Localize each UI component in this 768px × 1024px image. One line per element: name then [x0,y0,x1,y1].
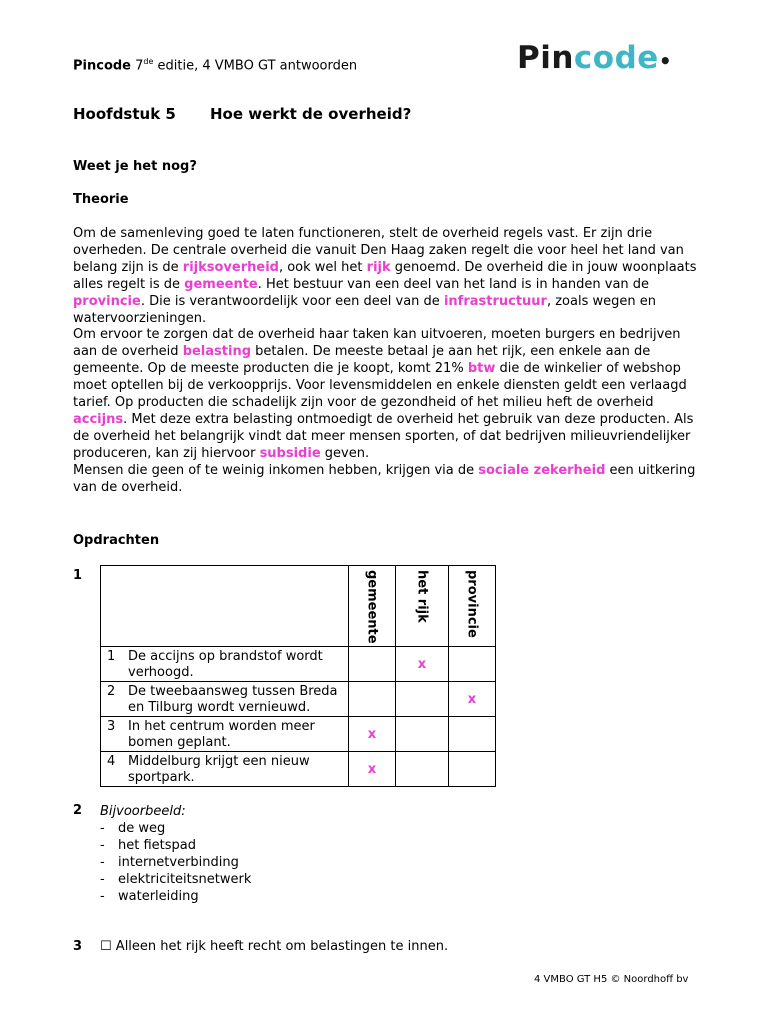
question-1-table [100,565,496,787]
key-term: rijk [366,259,391,275]
list-item [100,820,251,837]
theory-text: , ook wel het [278,259,367,275]
list-dash: - [100,889,105,904]
row-statement: In het centrum worden meer bomen geplant. [128,719,315,750]
answer-cell[interactable] [449,752,496,787]
list-item-text: de weg [118,821,166,836]
key-term: provincie [73,293,141,309]
key-term: subsidie [259,445,321,461]
question-1-number: 1 [73,568,83,583]
column-header-het-rijk: het rijk [396,566,449,647]
section-assignments: Opdrachten [73,533,160,548]
answer-mark: x [417,656,427,672]
key-term: accijns [73,411,124,427]
answer-cell[interactable] [396,752,449,787]
theory-text: genoemd. De overheid die in jouw woonplaats alles regelt is de [73,259,697,292]
answer-cell[interactable] [349,682,396,717]
edition-number: 7 [135,58,144,74]
header-rest: editie, 4 VMBO GT antwoorden [153,58,358,74]
row-number: 4 [107,754,116,769]
section-recall: Weet je het nog? [73,159,197,174]
answer-cell[interactable] [349,647,396,682]
logo-dot: • [658,49,673,73]
brand-name: Pincode [73,58,131,74]
page-header [73,57,357,73]
table-header-empty [101,566,349,647]
logo-pin: Pin [517,40,574,76]
theory-text: die de winkelier of webshop moet optellen bij de verkoopprijs. Voor levensmiddelen en enkele diensten geldt een verlaagd tarief. Op producten die schadelijk zijn voor de gezondheid of het milieu heft de overheid [73,361,687,411]
question-2-answer [100,803,251,905]
key-term: sociale zekerheid [478,462,606,478]
chapter-label: Hoofdstuk 5 [73,105,176,123]
key-term: btw [467,361,496,377]
list-item [100,871,251,888]
question-3-number: 3 [73,939,83,954]
theory-text: Om de samenleving goed te laten functioneren, stelt de overheid regels vast. Er zijn drie overheden. De centrale overheid die vanuit Den Haag zaken regelt die voor heel het land van belang zijn is de [73,226,684,275]
theory-text: . Het bestuur van een deel van het land is in handen van de [257,276,650,292]
answer-cell[interactable] [396,647,449,682]
answer-cell[interactable] [449,647,496,682]
column-header-provincie: provincie [449,566,496,647]
answer-cell[interactable] [349,752,396,787]
table-row [101,647,496,682]
question-2-number: 2 [73,803,83,818]
edition-suffix: de [143,57,154,66]
row-number: 2 [107,684,116,699]
theory-text: . Met deze extra belasting ontmoedigt de overheid het gebruik van deze producten. Als de overheid het belangrijk vindt dat meer mensen sporten, of dat bedrijven milieuvriendelijker produceren, kan zij hiervoor [73,411,694,461]
list-item-text: waterleiding [118,889,199,904]
theory-text: betalen. De meeste betaal je aan het rijk, een enkele aan de gemeente. Op de meeste producten die je koopt, komt 21% [73,344,651,377]
list-dash: - [100,855,105,870]
key-term: belasting [182,344,252,360]
statement-cell [101,682,349,717]
list-dash: - [100,821,105,836]
list-dash: - [100,838,105,853]
chapter-heading [73,105,411,123]
answer-cell[interactable] [449,682,496,717]
table-header-row [101,566,496,647]
table-row [101,682,496,717]
page-footer: 4 VMBO GT H5 © Noordhoff bv [534,974,689,985]
answer-cell[interactable] [396,682,449,717]
answer-cell[interactable] [396,717,449,752]
statement-cell [101,647,349,682]
row-number: 1 [107,649,116,664]
theory-text: geven. [320,445,370,461]
answer-mark: x [467,691,477,707]
theory-text: Om ervoor te zorgen dat de overheid haar taken kan uitvoeren, moeten burgers en bedrijven aan de overheid [73,327,681,360]
answer-mark: x [367,761,377,777]
logo-code: code [573,40,659,76]
list-item-text: internetverbinding [118,855,239,870]
row-statement: De accijns op brandstof wordt verhoogd. [128,649,323,680]
statement-cell [101,717,349,752]
statement-text: Alleen het rijk heeft recht om belastingen te innen. [115,939,449,954]
chapter-title: Hoe werkt de overheid? [210,105,412,123]
key-term: rijksoverheid [182,259,279,275]
list-item [100,888,251,905]
answer-cell[interactable] [349,717,396,752]
table-row [101,752,496,787]
row-statement: Middelburg krijgt een nieuw sportpark. [128,754,310,785]
row-number: 3 [107,719,116,734]
checkbox-icon[interactable]: ☐ [100,939,112,954]
list-item [100,854,251,871]
table-row [101,717,496,752]
theory-paragraph [73,226,703,497]
theory-text: een uitkering van de overheid. [73,462,696,495]
answer-cell[interactable] [449,717,496,752]
statement-cell [101,752,349,787]
list-item-text: elektriciteitsnetwerk [118,872,252,887]
key-term: gemeente [184,276,258,292]
row-statement: De tweebaansweg tussen Breda en Tilburg wordt vernieuwd. [128,684,338,715]
example-intro: Bijvoorbeeld: [100,804,186,819]
list-item-text: het fietspad [118,838,196,853]
key-term: infrastructuur [443,293,547,309]
theory-text: , zoals wegen en watervoorzieningen. [73,293,656,326]
theory-text: Mensen die geen of te weinig inkomen hebben, krijgen via de [73,462,479,478]
column-header-gemeente: gemeente [349,566,396,647]
answer-mark: x [367,726,377,742]
pincode-logo [517,40,672,76]
theory-text: . Die is verantwoordelijk voor een deel van de [140,293,444,309]
list-dash: - [100,872,105,887]
list-item [100,837,251,854]
question-3-statement [100,939,448,954]
section-theory: Theorie [73,192,129,207]
